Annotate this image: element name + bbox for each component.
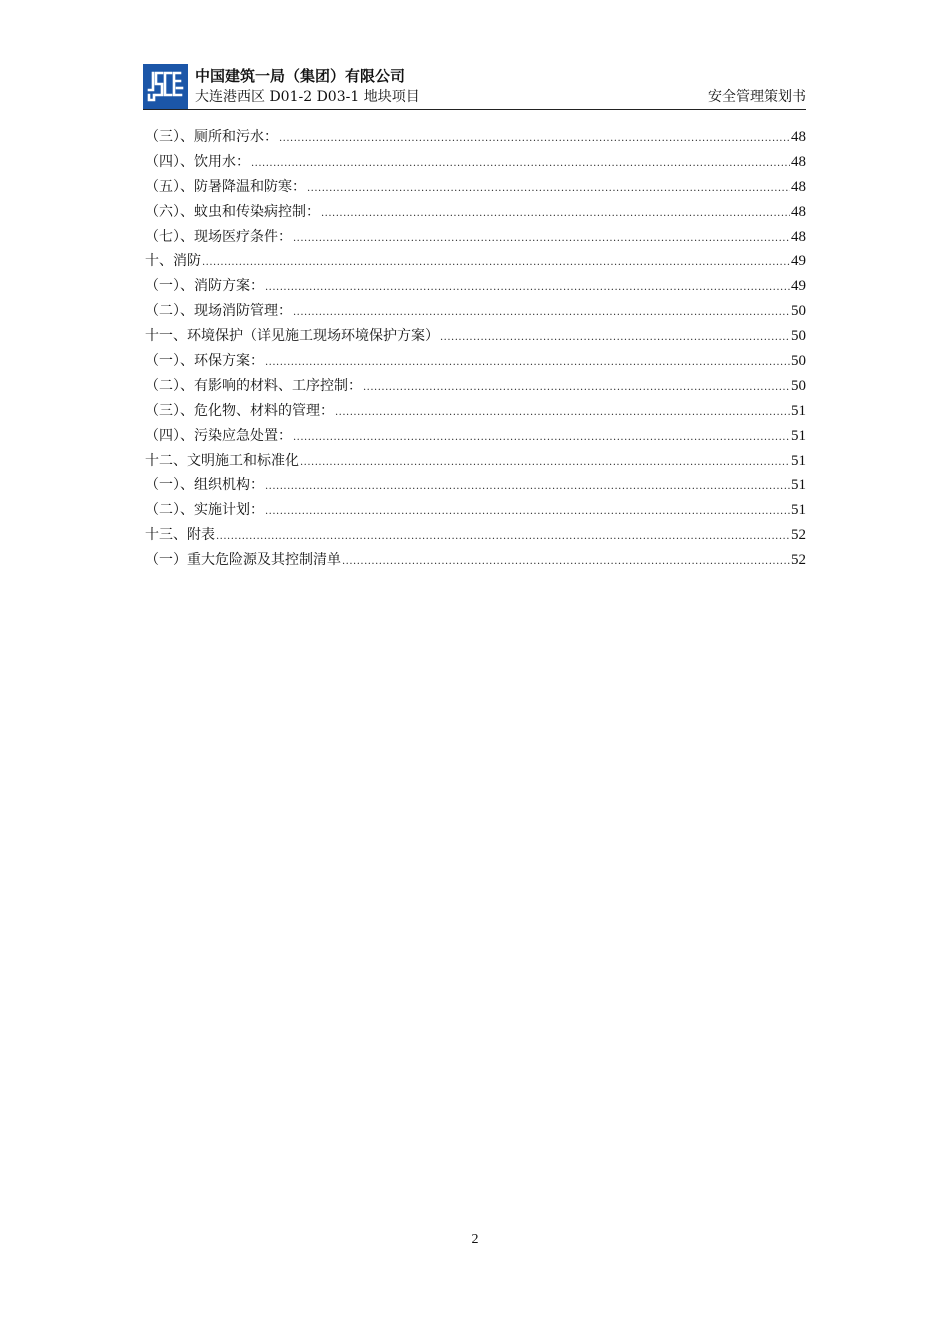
toc-dot-leader [300, 451, 790, 476]
toc-entry-title: （六）、蚊虫和传染病控制： [145, 203, 320, 220]
toc-entry-page: 50 [791, 328, 806, 345]
toc-entry[interactable] [145, 498, 806, 523]
toc-entry-page: 50 [791, 377, 806, 394]
toc-entry-page: 51 [791, 502, 806, 519]
toc-entry-title: （一）、组织机构： [145, 477, 264, 494]
project-name: 大连港西区 D01-2 D03-1 地块项目 [195, 89, 420, 105]
toc-entry[interactable] [145, 249, 806, 274]
toc-entry-title: （一）、消防方案： [145, 278, 264, 295]
toc-entry-page: 52 [791, 552, 806, 569]
page-header [143, 64, 806, 110]
toc-entry-page: 50 [791, 303, 806, 320]
toc-entry-page: 48 [791, 203, 806, 220]
toc-entry-page: 48 [791, 129, 806, 145]
toc-entry-page: 51 [791, 427, 806, 444]
toc-entry-title: （一）重大危险源及其控制清单 [145, 552, 341, 569]
toc-entry-title: （三）、危化物、材料的管理： [145, 402, 334, 419]
page-number: 2 [471, 1232, 479, 1247]
toc-dot-leader [293, 301, 790, 326]
toc-entry[interactable] [145, 349, 806, 374]
header-divider [143, 109, 806, 110]
toc-entry[interactable] [145, 399, 806, 424]
toc-dot-leader [265, 351, 790, 376]
toc-dot-leader [202, 251, 790, 276]
toc-entry-page: 51 [791, 452, 806, 469]
document-title: 安全管理策划书 [708, 89, 806, 105]
toc-entry-page: 52 [791, 527, 806, 544]
toc-dot-leader [216, 525, 790, 550]
toc-dot-leader [293, 426, 790, 451]
toc-dot-leader [363, 376, 790, 401]
toc-entry[interactable] [145, 548, 806, 573]
toc-entry-page: 48 [791, 228, 806, 245]
toc-entry-title: （五）、防暑降温和防寒： [145, 178, 306, 195]
toc-entry-title: （七）、现场医疗条件： [145, 228, 292, 245]
toc-entry-title: 十一、环境保护（详见施工现场环境保护方案） [145, 328, 439, 345]
toc-entry-title: 十二、文明施工和标准化 [145, 452, 299, 469]
toc-entry[interactable] [145, 274, 806, 299]
toc-entry-page: 48 [791, 153, 806, 170]
toc-dot-leader [293, 227, 790, 252]
toc-entry[interactable] [145, 473, 806, 498]
toc-entry-title: （四）、饮用水： [145, 153, 250, 170]
toc-entry-title: （四）、污染应急处置： [145, 427, 292, 444]
toc-dot-leader [265, 500, 790, 525]
toc-entry[interactable] [145, 424, 806, 449]
toc-entry-page: 51 [791, 402, 806, 419]
toc-entry-page: 49 [791, 253, 806, 270]
table-of-contents [145, 125, 806, 573]
toc-entry[interactable] [145, 449, 806, 474]
toc-entry-page: 50 [791, 353, 806, 370]
toc-entry[interactable] [145, 200, 806, 225]
toc-entry[interactable] [145, 324, 806, 349]
toc-entry-title: （二）、现场消防管理： [145, 303, 292, 320]
toc-entry[interactable] [145, 225, 806, 250]
toc-entry[interactable] [145, 299, 806, 324]
toc-entry-page: 51 [791, 477, 806, 494]
toc-entry[interactable] [145, 125, 806, 150]
toc-dot-leader [335, 401, 790, 426]
toc-dot-leader [321, 202, 790, 227]
cscec-logo [143, 64, 188, 109]
toc-dot-leader [307, 177, 790, 202]
toc-entry-title: （二）、实施计划： [145, 502, 264, 519]
toc-entry-title: （一）、环保方案： [145, 353, 264, 370]
toc-entry[interactable] [145, 523, 806, 548]
toc-dot-leader [265, 276, 790, 301]
toc-entry-title: 十三、附表 [145, 527, 215, 544]
toc-dot-leader [342, 550, 790, 575]
toc-entry[interactable] [145, 374, 806, 399]
toc-entry-page: 49 [791, 278, 806, 295]
toc-dot-leader [265, 475, 790, 500]
toc-entry[interactable] [145, 175, 806, 200]
toc-entry-title: （三）、厕所和污水： [145, 129, 278, 145]
company-name: 中国建筑一局（集团）有限公司 [195, 67, 406, 85]
toc-entry-title: （二）、有影响的材料、工序控制： [145, 377, 362, 394]
toc-dot-leader [440, 326, 790, 351]
toc-dot-leader [251, 152, 790, 177]
toc-entry-page: 48 [791, 178, 806, 195]
toc-entry[interactable] [145, 150, 806, 175]
toc-dot-leader [279, 127, 790, 152]
toc-entry-title: 十、消防 [145, 253, 201, 270]
